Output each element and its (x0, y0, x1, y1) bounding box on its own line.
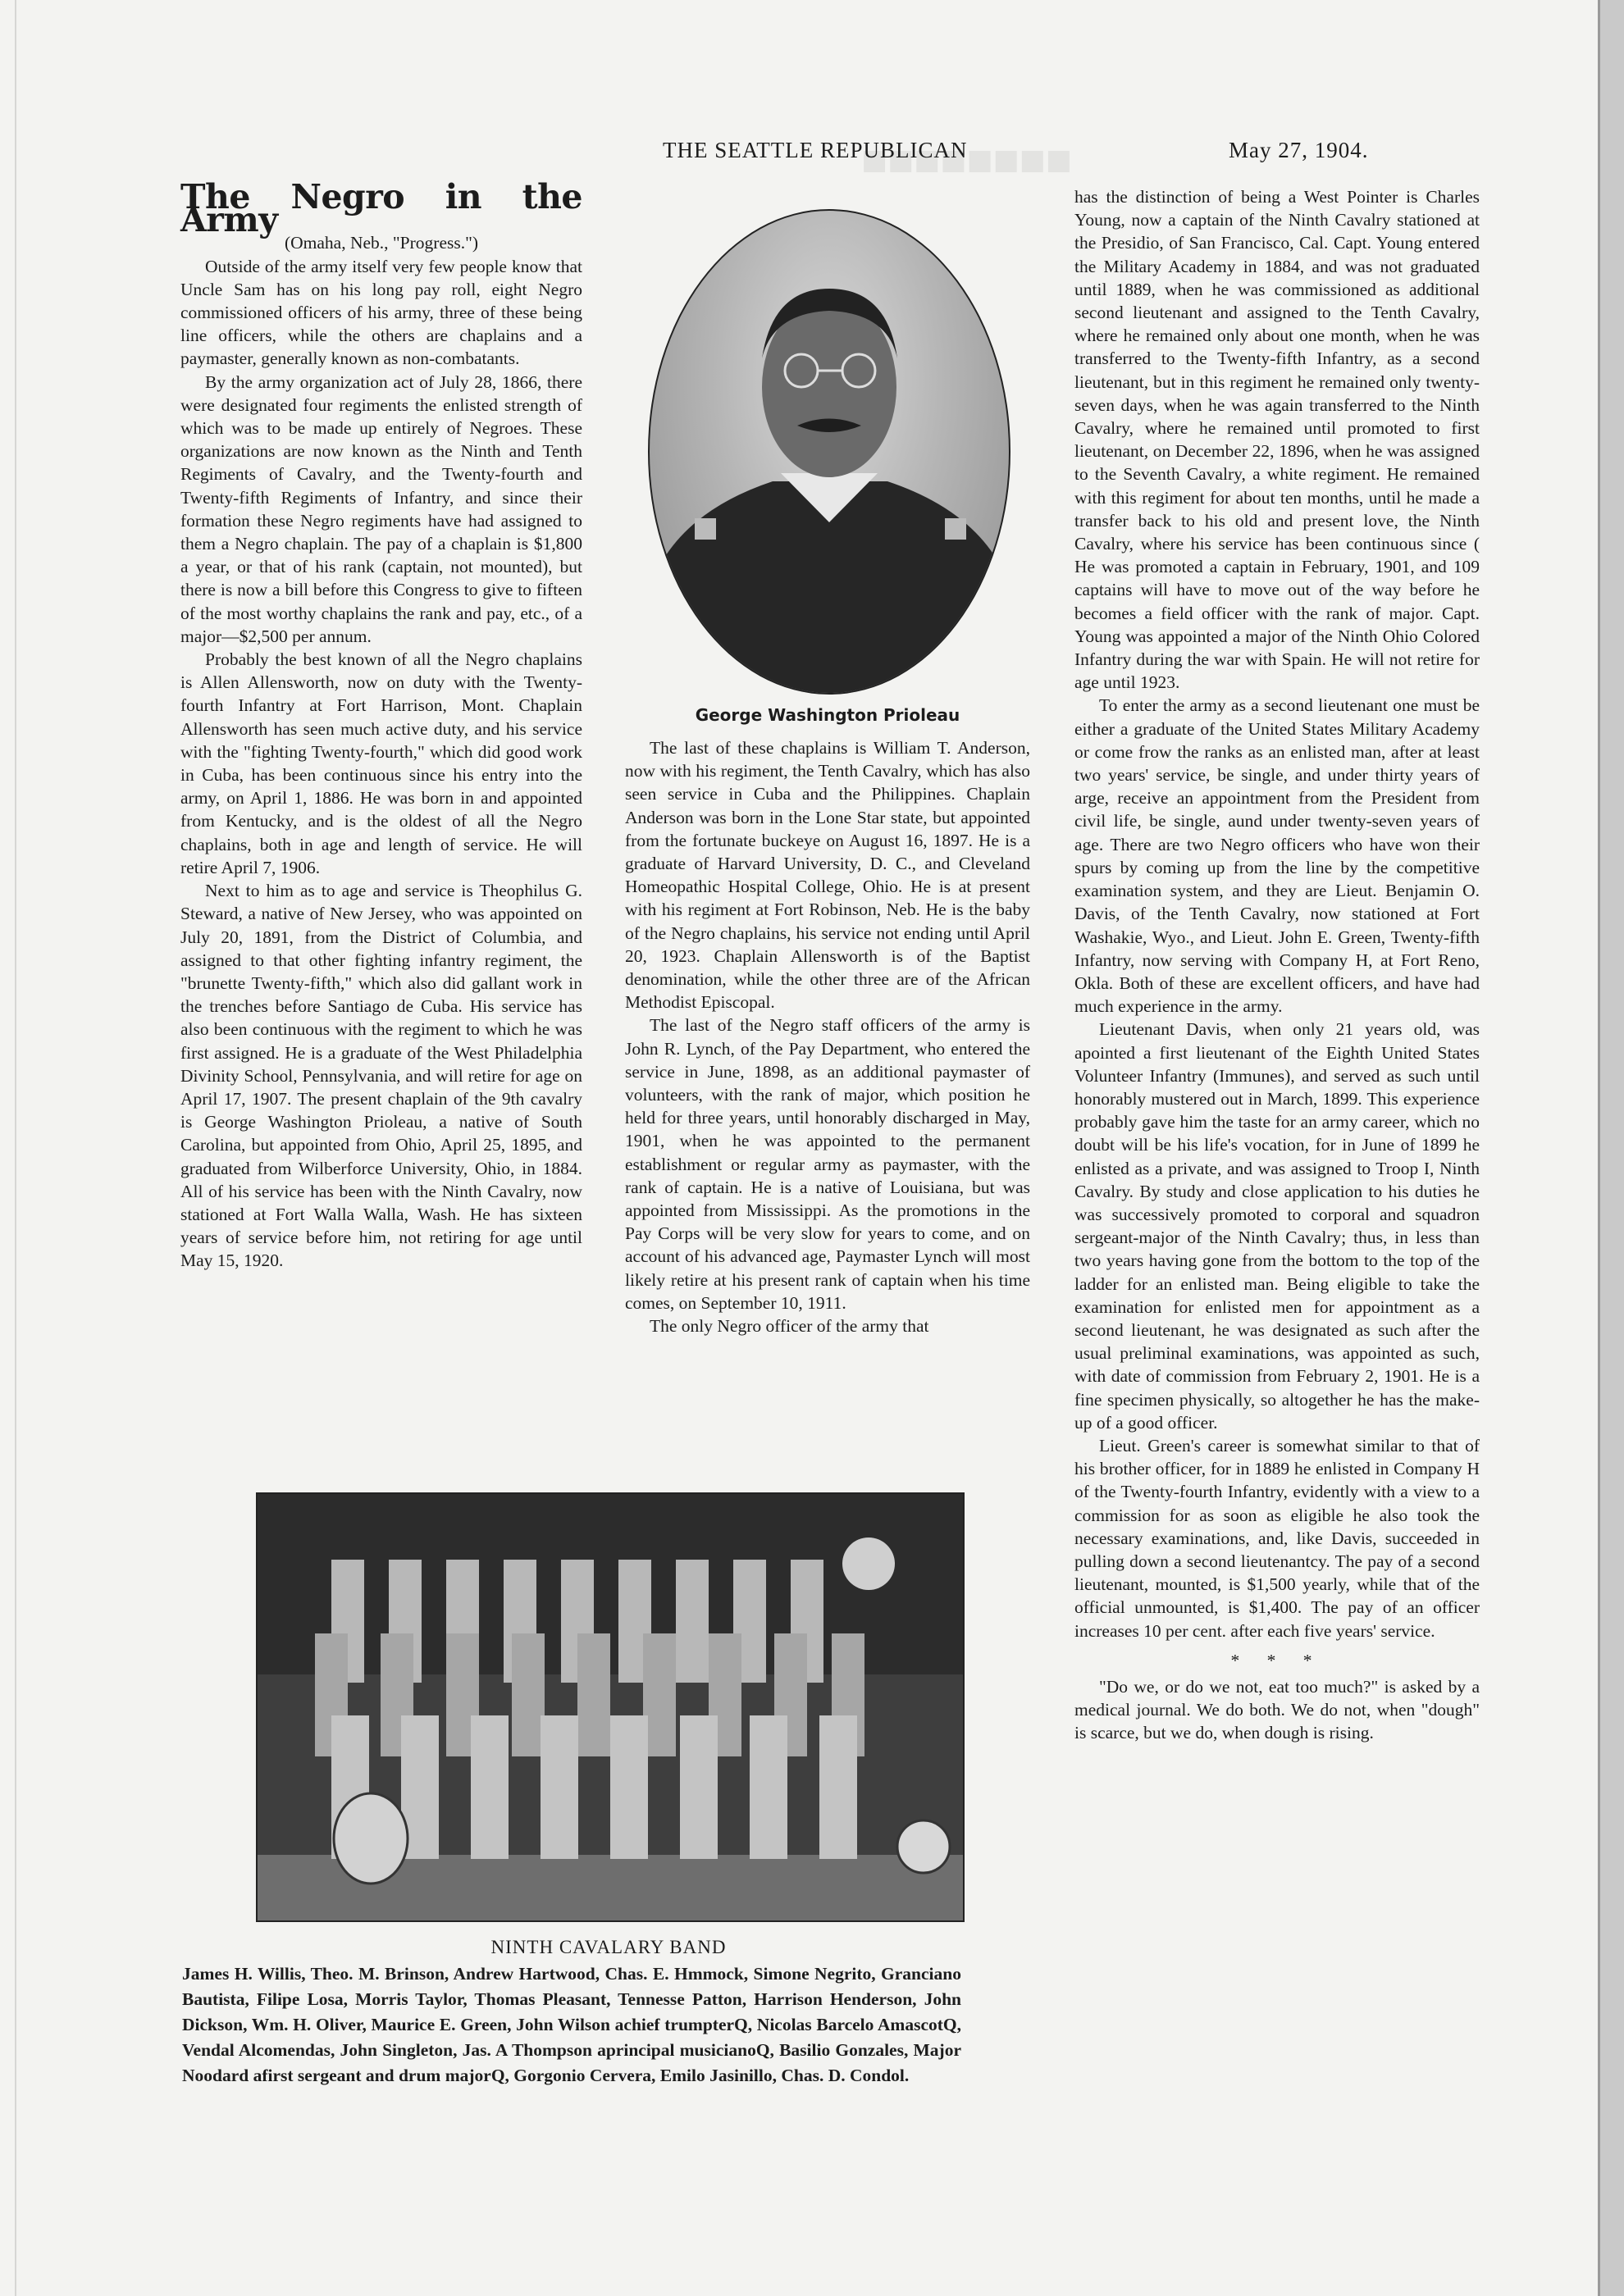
paragraph: Probably the best known of all the Negro chaplains is Allen Allensworth, now on duty with the Twenty-fourth Infantry at Fort Harrison, Mont. Chaplain Allensworth has seen much active duty, and his service with the "fighting Twenty-fourth," which did good work in Cuba, has been continuous since his entry into the army, on April 1, 1886. He was born in and appointed from Kentucky, and is the oldest of all the Negro chaplains, both in age and length of service. He will retire April 7, 1906. (180, 649, 582, 877)
section-divider: * * * (1230, 1650, 1324, 1670)
page-edge (15, 0, 16, 2296)
paragraph: By the army organization act of July 28, 1866, there were designated four regiments the enlisted strength of which was to be made up entirely of Negroes. These organizations are now known as the Ninth and Tenth Regiments of Cavalry, and the Twenty-fourth and Twenty-fifth Regiments of Infantry, and since their formation these Negro regiments have had assigned to them a Negro chaplain. The pay of a chaplain is $1,800 a year, or that of his rank (captain, not mounted), but there is now a bill before this Congress to give to fifteen of the most worthy chaplains the rank and pay, etc., of a major—$2,500 per annum. (180, 371, 582, 646)
portrait-photo (648, 209, 1007, 693)
paragraph: The last of these chaplains is William T. Anderson, now with his regiment, the Tenth Cavalry, which has also seen service in Cuba and the Philippines. Chaplain Anderson was born in the Lone Star state, but appointed from the fortunate buckeye on August 16, 1897. He is a graduate of Harvard University, D. C., and Cleveland Homeopathic Hospital College, Ohio. He is at present with his regiment at Fort Robinson, Neb. He is the baby of the Negro chaplains, his service not ending until April 20, 1923. Chaplain Allensworth is of the Baptist denomination, while the other three are of the African Methodist Episcopal. (625, 738, 1030, 1013)
running-head-title: THE SEATTLE REPUBLICAN (663, 138, 968, 162)
bleed-through: ■■■■■■■■ (861, 144, 1072, 176)
article-source: (Omaha, Neb., "Progress.") (284, 233, 479, 253)
band-title: NINTH CAVALARY BAND (490, 1937, 727, 1957)
article-column-1 (180, 177, 582, 1273)
paragraph: To enter the army as a second lieutenant one must be either a graduate of the United States Military Academy or come frow the ranks as an enlisted man, after at least two years' service, be single, and under thirty years of arge, receive an appointment from the President from civil life, be single, aund under twenty-seven years of age. There are two Negro officers who have won their spurs by coming up from the line by the competitive examination system, and they are Lieut. Benjamin O. Davis, of the Tenth Cavalry, now stationed at Fort Washakie, Wyo., and Lieut. John E. Green, Twenty-fifth Infantry, now serving with Company H, at Fort Reno, Okla. Both of these are excellent officers, and have had much experience in the army. (1074, 695, 1480, 1017)
portrait-oval (648, 209, 1010, 695)
article-column-2 (625, 736, 1030, 1337)
portrait-figure (650, 211, 1009, 693)
paragraph: The only Negro officer of the army that (650, 1316, 929, 1337)
article-title: The Negro in the Army (180, 177, 582, 240)
paragraph: has the distinction of being a West Pointer is Charles Young, now a captain of the Ninth Cavalry stationed at the Presidio, of San Francisco, Cal. Capt. Young entered the Military Academy in 1884, and was not graduated until 1889, when he was commissioned as additional second lieutenant and assigned to the Tenth Cavalry, where he remained only about one month, when he was transferred to the Twenty-fifth Infantry, as a second lieutenant, but in this regiment he remained only twenty-seven days, when he was again transferred to the Ninth Cavalry, where he remained until promoted to first lieutenant, on December 22, 1896, when he was assigned to the Seventh Cavalry, a white regiment. He remained with this regiment for about ten months, until he made a transfer back to his old and present love, the Ninth Cavalry, where his service has been continuous since ( He was promoted a captain in February, 1901, and 109 captains will have to move out of the way before he becomes a field officer with the rank of major. Capt. Young was appointed a major of the Ninth Ohio Colored Infantry during the war with Spain. He will not retire for age until 1923. (1074, 187, 1480, 693)
band-member-names: James H. Willis, Theo. M. Brinson, Andrew Hartwood, Chas. E. Hmmock, Simone Negrito, Granciano Bautista, Filipe Losa, Morris Taylor, Thomas Pleasant, Tennesse Patton, Harrison Henderson, John Dickson, Wm. H. Oliver, Maurice E. Green, John Wilson achief trumpterQ, Nicolas Barcelo AmascotQ, Vendal Alcomendas, John Singleton, Jas. A Thompson aprincipal musicianoQ, Basilio Gonzales, Major Noodard afirst sergeant and drum majorQ, Gorgonio Cervera, Emilo Jasinillo, Chas. D. Condol. (182, 1964, 961, 2085)
paragraph: The last of the Negro staff officers of the army is John R. Lynch, of the Pay Department, who entered the service in June, 1898, as an additional paymaster of volunteers, with the rank of major, which position he held for three years, until honorably discharged in May, 1901, when he was appointed to the permanent establishment or regular army as paymaster, with the rank of captain. He is a native of Louisiana, but was appointed from Mississippi. As the promotions in the Pay Corps will be very slow for years to come, and on account of his advanced age, Paymaster Lynch will most likely retire at his present rank of captain when his time comes, on September 10, 1911. (625, 1015, 1030, 1313)
paragraph: Lieutenant Davis, when only 21 years old, was apointed a first lieutenant of the Eighth United States Volunteer Infantry (Immunes), and served as such until honorably mustered out in March, 1899. This experience probably gave him the taste for an army career, which no doubt will be his life's vocation, for in June of 1899 he enlisted as a private, and was assigned to Troop I, Ninth Cavalry. By study and close application to his duties he was successively promoted to corporal and squadron sergeant-major of the Ninth Cavalry; thus, in less than two years having gone from the bottom to the top of the ladder for an enlisted man. Being eligible to take the examination for enlisted men for appointment as a second lieutenant, he was designated as such after the usual preliminal examinations, was appointed as such, with date of commission from February 2, 1901. He is a fine specimen physically, so altogether he has the make-up of a good officer. (1074, 1019, 1480, 1433)
paragraph: Outside of the army itself very few people know that Uncle Sam has on his long pay roll, eight Negro commissioned officers of his army, three of these being line officers, while the others are chaplains and a paymaster, generally known as non-combatants. (180, 256, 582, 369)
paragraph: Lieut. Green's career is somewhat similar to that of his brother officer, for in 1889 he enlisted in Company H of the Twenty-fourth Infantry, evidently with a view to a commission for as soon as eligible he also took the necessary examinations, and, like Davis, succeeded in pulling down a second lieutenantcy. The pay of a second lieutenant, mounted, is $1,500 yearly, while that of the official unmounted, is $1,400. The pay of an officer increases 10 per cent. after each five years' service. (1074, 1435, 1480, 1641)
portrait-caption: George Washington Prioleau (695, 705, 960, 725)
running-head-date: May 27, 1904. (1229, 138, 1369, 162)
band-photo (256, 1492, 965, 1922)
article-column-3 (1074, 185, 1480, 1745)
filler-paragraph: "Do we, or do we not, eat too much?" is asked by a medical journal. We do both. We do not, when "dough" is scarce, but we do, when dough is rising. (1074, 1677, 1480, 1743)
band-photo-scene (258, 1494, 963, 1920)
paragraph: Next to him as to age and service is Theophilus G. Steward, a native of New Jersey, who was appointed on July 20, 1891, from the District of Columbia, and assigned to that other fighting infantry regiment, the "brunette Twenty-fifth," which also did gallant work in the trenches before Santiago de Cuba. His service has also been continuous with the regiment to which he was first assigned. He is a graduate of the West Philadelphia Divinity School, Pennsylvania, and will retire for age on April 17, 1907. The present chaplain of the 9th cavalry is George Washington Prioleau, a native of South Carolina, but appointed from Ohio, April 25, 1895, and graduated from Wilberforce University, Ohio, in 1884. All of his service has been with the Ninth Cavalry, now stationed at Fort Walla Walla, Wash. He has sixteen years of service before him, not retiring for age until May 15, 1920. (180, 881, 582, 1271)
